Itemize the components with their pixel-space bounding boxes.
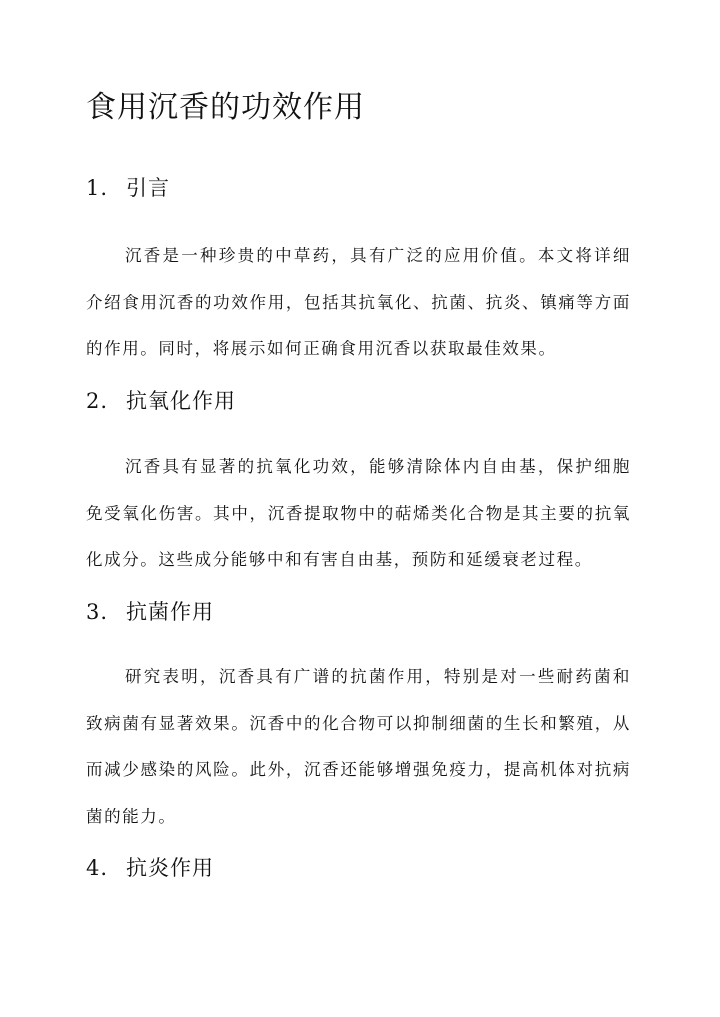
document-title: 食用沉香的功效作用 bbox=[86, 90, 365, 125]
section-number: 4. bbox=[86, 856, 109, 880]
section-title: 抗菌作用 bbox=[126, 600, 214, 624]
section-number: 1. bbox=[86, 176, 109, 200]
section-paragraph-antioxidant: 沉香具有显著的抗氧化功效，能够清除体内自由基，保护细胞免受氧化伤害。其中，沉香提取物中的萜烯类化合物是其主要的抗氧化成分。这些成分能够中和有害自由基，预防和延缓衰老过程。 bbox=[86, 457, 631, 569]
section-title: 引言 bbox=[126, 176, 170, 200]
section-title: 抗氧化作用 bbox=[126, 389, 236, 413]
section-paragraph-introduction: 沉香是一种珍贵的中草药，具有广泛的应用价值。本文将详细介绍食用沉香的功效作用，包括其抗氧化、抗菌、抗炎、镇痛等方面的作用。同时，将展示如何正确食用沉香以获取最佳效果。 bbox=[86, 246, 631, 358]
section-number: 2. bbox=[86, 389, 109, 413]
section-heading-antibacterial bbox=[86, 597, 214, 627]
section-number: 3. bbox=[86, 600, 109, 624]
section-title: 抗炎作用 bbox=[126, 856, 214, 880]
section-heading-anti-inflammatory bbox=[86, 853, 214, 883]
section-heading-introduction bbox=[86, 173, 170, 203]
section-heading-antioxidant bbox=[86, 386, 236, 416]
section-paragraph-antibacterial: 研究表明，沉香具有广谱的抗菌作用，特别是对一些耐药菌和致病菌有显著效果。沉香中的化合物可以抑制细菌的生长和繁殖，从而减少感染的风险。此外，沉香还能够增强免疫力，提高机体对抗病菌的能力。 bbox=[86, 667, 631, 826]
